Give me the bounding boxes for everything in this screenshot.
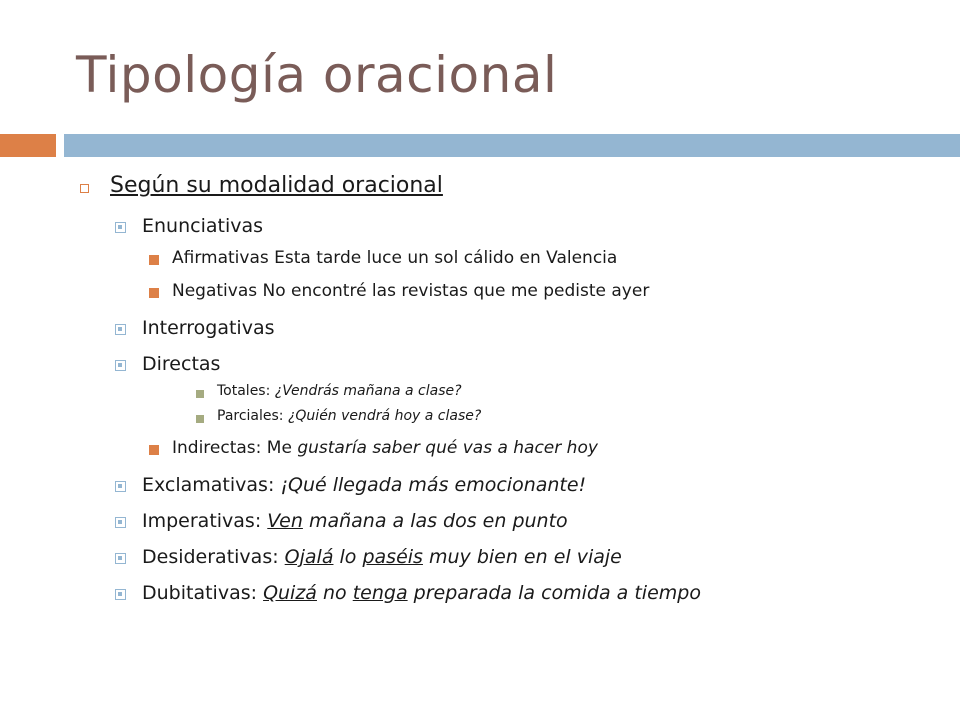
totales-example: ¿Vendrás mañana a clase?	[274, 383, 462, 399]
square-bullet-icon	[149, 445, 159, 455]
indirectas-label: Indirectas: Me	[172, 438, 298, 458]
item-totales	[217, 383, 462, 399]
item-dubitativas	[142, 582, 701, 604]
section-heading: Según su modalidad oracional	[110, 173, 443, 198]
item-imperativas	[142, 510, 568, 532]
hollow-square-bullet-icon	[80, 184, 89, 193]
boxed-square-bullet-icon	[115, 222, 126, 233]
boxed-square-bullet-icon	[115, 324, 126, 335]
square-bullet-icon	[149, 288, 159, 298]
desiderativas-rest: muy bien en el viaje	[422, 546, 622, 568]
imperativas-label: Imperativas:	[142, 510, 268, 532]
totales-label: Totales:	[217, 383, 275, 399]
exclamativas-label: Exclamativas:	[142, 474, 281, 496]
imperativas-verb: Ven	[267, 510, 303, 532]
item-exclamativas	[142, 474, 586, 496]
item-indirectas	[172, 438, 598, 458]
indirectas-example: gustaría saber qué vas a hacer hoy	[297, 438, 598, 458]
dubitativas-mid: no	[316, 582, 353, 604]
item-enunciativas: Enunciativas	[142, 215, 264, 237]
dubitativas-rest: preparada la comida a tiempo	[407, 582, 701, 604]
item-parciales	[217, 408, 481, 424]
item-afirmativas: Afirmativas Esta tarde luce un sol cálido en Valencia	[172, 248, 618, 268]
item-interrogativas: Interrogativas	[142, 317, 275, 339]
parciales-example: ¿Quién vendrá hoy a clase?	[287, 408, 482, 424]
dubitativas-w2: tenga	[352, 582, 408, 604]
item-desiderativas	[142, 546, 622, 568]
desiderativas-mid: lo	[333, 546, 363, 568]
imperativas-rest: mañana a las dos en punto	[302, 510, 568, 532]
square-bullet-icon	[196, 390, 204, 398]
boxed-square-bullet-icon	[115, 553, 126, 564]
boxed-square-bullet-icon	[115, 589, 126, 600]
desiderativas-label: Desiderativas:	[142, 546, 285, 568]
boxed-square-bullet-icon	[115, 517, 126, 528]
square-bullet-icon	[149, 255, 159, 265]
boxed-square-bullet-icon	[115, 481, 126, 492]
desiderativas-w1: Ojalá	[284, 546, 334, 568]
dubitativas-label: Dubitativas:	[142, 582, 264, 604]
slide-title: Tipología oracional	[76, 46, 558, 104]
item-negativas: Negativas No encontré las revistas que me pediste ayer	[172, 281, 650, 301]
boxed-square-bullet-icon	[115, 360, 126, 371]
parciales-label: Parciales:	[217, 408, 288, 424]
square-bullet-icon	[196, 415, 204, 423]
exclamativas-example: ¡Qué llegada más emocionante!	[280, 474, 587, 496]
dubitativas-w1: Quizá	[263, 582, 317, 604]
item-directas: Directas	[142, 353, 221, 375]
desiderativas-w2: paséis	[362, 546, 423, 568]
